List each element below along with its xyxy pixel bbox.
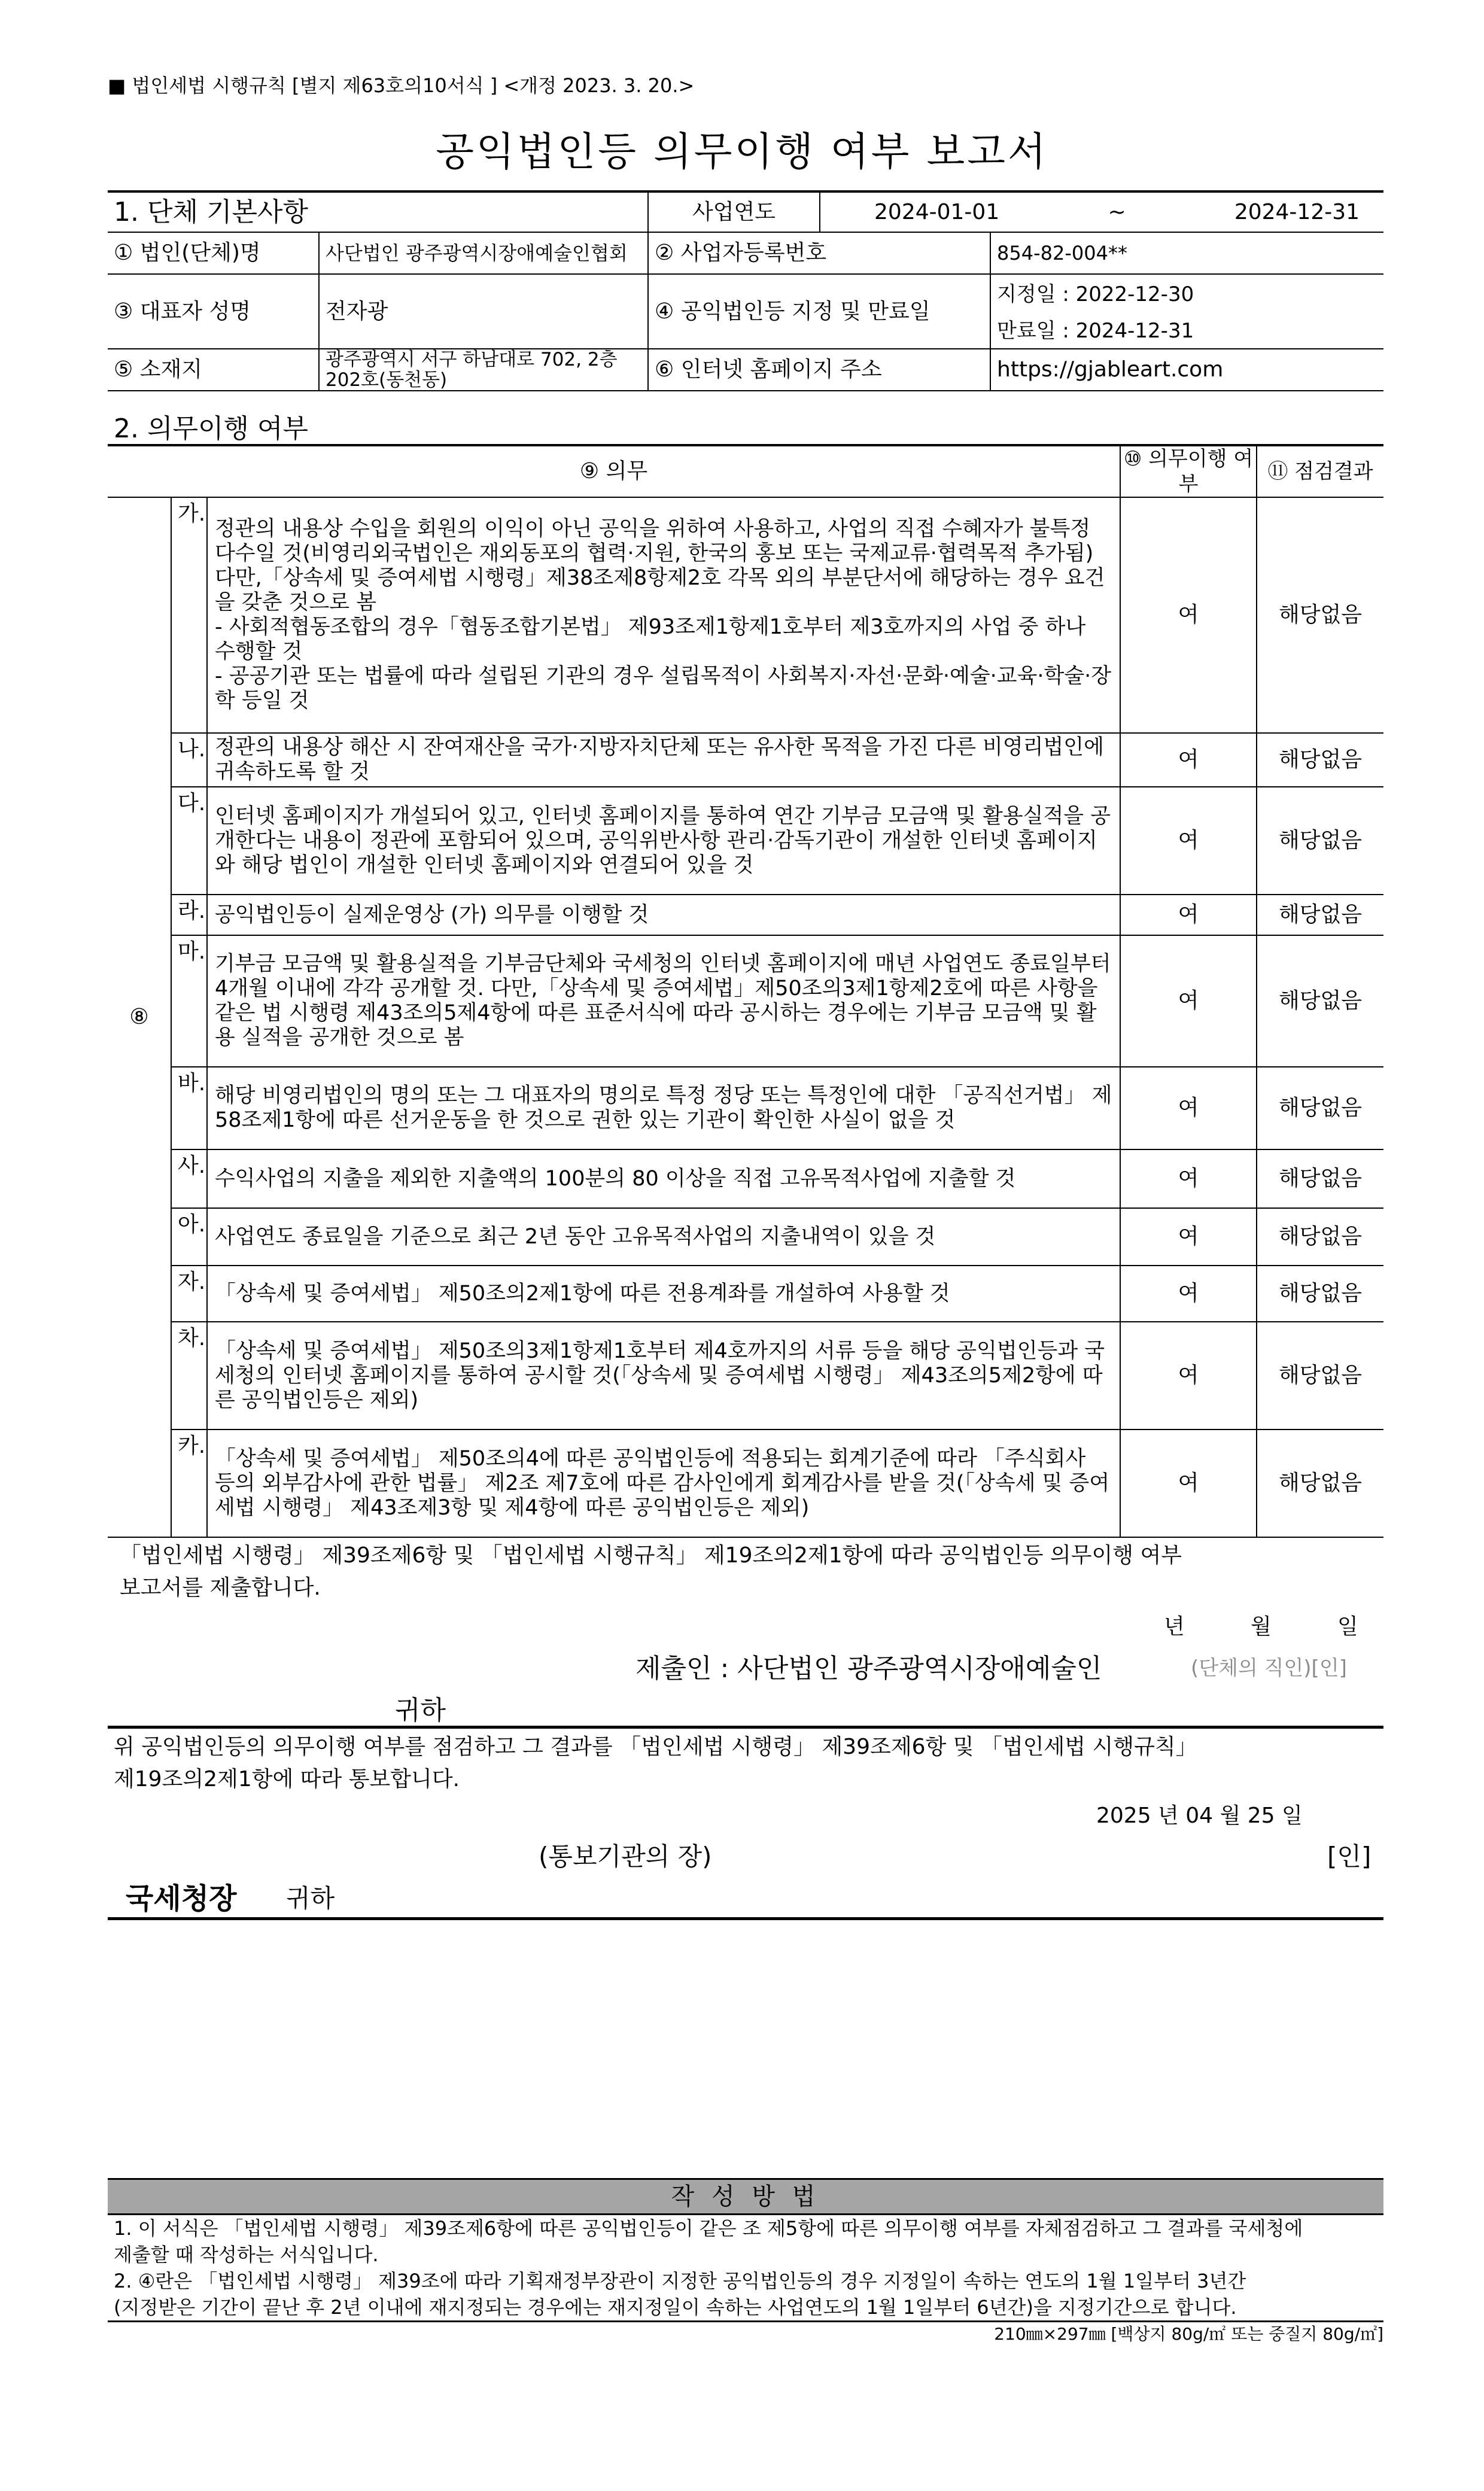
result-value: 해당없음	[1257, 1266, 1383, 1322]
notice-addressee-suffix: 귀하	[286, 1884, 335, 1913]
basic-info-table	[108, 190, 1383, 391]
result-value: 해당없음	[1257, 935, 1383, 1067]
result-value: 해당없음	[1257, 733, 1383, 787]
representative-value: 전자광	[319, 274, 648, 349]
writing-guide	[108, 2178, 1383, 2346]
homepage-label: ⑥ 인터넷 홈페이지 주소	[648, 349, 990, 391]
result-value: 해당없음	[1257, 1149, 1383, 1208]
period-label: 사업연도	[648, 191, 820, 232]
result-value: 해당없음	[1257, 497, 1383, 733]
obligation-mark: 바.	[171, 1067, 207, 1149]
address-label: ⑤ 소재지	[108, 349, 319, 391]
designation-label: ④ 공익법인등 지정 및 만료일	[648, 274, 990, 349]
period-start: 2024-01-01	[874, 199, 1000, 224]
obligation-text: 인터넷 홈페이지가 개설되어 있고, 인터넷 홈페이지를 통하여 연간 기부금 모금액 및 활용실적을 공개한다는 내용이 정관에 포함되어 있으며, 공익위반사항 관리·감독기관이 개설한 인터넷 홈페이지와 해당 법인이 개설한 인터넷 홈페이지와 연결되어 있을 것	[207, 787, 1120, 895]
guide-item: 제출할 때 작성하는 서식입니다.	[114, 2243, 379, 2266]
declaration-line-1: 「법인세법 시행령」 제39조제6항 및 「법인세법 시행규칙」 제19조의2제1항에 따라 공익법인등 의무이행 여부	[120, 1543, 1182, 1568]
compliance-value: 여	[1120, 1067, 1257, 1149]
designation-value	[990, 274, 1383, 349]
designation-date: 지정일 : 2022-12-30	[997, 282, 1194, 306]
compliance-value: 여	[1120, 1266, 1257, 1322]
obligation-text: 기부금 모금액 및 활용실적을 기부금단체와 국세청의 인터넷 홈페이지에 매년 사업연도 종료일부터 4개월 이내에 각각 공개할 것. 다만,「상속세 및 증여세법」제50조의3제1항제2호에 따른 사항을 같은 법 시행령 제43조의5제4항에 따른 표준서식에 따라 공시하는 경우에는 기부금 모금액 및 활용 실적을 공개한 것으로 봄	[207, 935, 1120, 1067]
obligation-mark: 아.	[171, 1208, 207, 1266]
guide-heading: 작 성 방 법	[108, 2178, 1383, 2215]
declaration-line-2: 보고서를 제출합니다.	[120, 1575, 321, 1600]
compliance-value: 여	[1120, 787, 1257, 895]
notice-line-1: 위 공익법인등의 의무이행 여부를 점검하고 그 결과를 「법인세법 시행령」 제39조제6항 및 「법인세법 시행규칙」	[114, 1735, 1197, 1759]
corp-name-value: 사단법인 광주광역시장애예술인협회	[319, 232, 648, 274]
result-value: 해당없음	[1257, 895, 1383, 935]
col-obligation-header: ⑨ 의무	[108, 445, 1120, 497]
notice-seal: [인]	[1327, 1842, 1372, 1871]
obligation-text: 사업연도 종료일을 기준으로 최근 2년 동안 고유목적사업의 지출내역이 있을 것	[207, 1208, 1120, 1266]
obligation-text: 해당 비영리법인의 명의 또는 그 대표자의 명의로 특정 정당 또는 특정인에 대한 「공직선거법」 제58조제1항에 따른 선거운동을 한 것으로 권한 있는 기관이 확인한 사실이 없을 것	[207, 1067, 1120, 1149]
result-value: 해당없음	[1257, 1429, 1383, 1537]
obligation-mark: 마.	[171, 935, 207, 1067]
obligation-mark: 사.	[171, 1149, 207, 1208]
submit-day: 일	[1337, 1614, 1358, 1639]
obligation-mark: 가.	[171, 497, 207, 733]
compliance-value: 여	[1120, 1322, 1257, 1429]
obligation-text: 「상속세 및 증여세법」 제50조의2제1항에 따른 전용계좌를 개설하여 사용할 것	[207, 1266, 1120, 1322]
guide-item: 2. ④란은 「법인세법 시행령」 제39조에 따라 기획재정부장관이 지정한 공익법인등의 경우 지정일이 속하는 연도의 1월 1일부터 3년간	[114, 2270, 1246, 2292]
seal-hint: (단체의 직인)[인]	[1191, 1656, 1347, 1680]
section2-heading: 2. 의무이행 여부	[114, 413, 308, 444]
document-title: 공익법인등 의무이행 여부 보고서	[436, 129, 1048, 175]
compliance-value: 여	[1120, 497, 1257, 733]
period-cell	[820, 191, 1383, 232]
obligation-text: 공익법인등이 실제운영상 (가) 의무를 이행할 것	[207, 895, 1120, 935]
submitter: 제출인 : 사단법인 광주광역시장애예술인	[635, 1653, 1102, 1684]
divider	[108, 1726, 1383, 1729]
col-result-header: ⑪ 점검결과	[1257, 445, 1383, 497]
row-group-label: ⑧	[108, 497, 171, 1537]
result-value: 해당없음	[1257, 787, 1383, 895]
bizno-value: 854-82-004**	[990, 232, 1383, 274]
col-compliance-header: ⑩ 의무이행 여부	[1120, 445, 1257, 497]
obligation-table	[108, 444, 1383, 1538]
obligation-text: 「상속세 및 증여세법」 제50조의4에 따른 공익법인등에 적용되는 회계기준에 따라 「주식회사 등의 외부감사에 관한 법률」 제2조 제7호에 따른 감사인에게 회계감사를 받을 것(「상속세 및 증여세법 시행령」 제43조제3항 및 제4항에 따른 공익법인등은 제외)	[207, 1429, 1120, 1537]
compliance-value: 여	[1120, 1208, 1257, 1266]
result-value: 해당없음	[1257, 1067, 1383, 1149]
notice-date: 2025 년 04 월 25 일	[1096, 1803, 1303, 1828]
obligation-mark: 자.	[171, 1266, 207, 1322]
result-value: 해당없음	[1257, 1322, 1383, 1429]
section1-heading: 1. 단체 기본사항	[108, 191, 648, 232]
compliance-value: 여	[1120, 895, 1257, 935]
obligation-mark: 다.	[171, 787, 207, 895]
obligation-text: 정관의 내용상 해산 시 잔여재산을 국가·지방자치단체 또는 유사한 목적을 가진 다른 비영리법인에 귀속하도록 할 것	[207, 733, 1120, 787]
recipient: 귀하	[395, 1695, 446, 1726]
notice-line-2: 제19조의2제1항에 따라 통보합니다.	[114, 1767, 460, 1792]
compliance-value: 여	[1120, 733, 1257, 787]
obligation-text: 「상속세 및 증여세법」 제50조의3제1항제1호부터 제4호까지의 서류 등을 해당 공익법인등과 국세청의 인터넷 홈페이지를 통하여 공시할 것(「상속세 및 증여세법 시행령」 제43조의5제2항에 따른 공익법인등은 제외)	[207, 1322, 1120, 1429]
expiry-date: 만료일 : 2024-12-31	[997, 318, 1194, 343]
submit-month: 월	[1251, 1614, 1272, 1639]
address-value: 광주광역시 서구 하남대로 702, 2층 202호(동천동)	[319, 349, 648, 391]
obligation-mark: 나.	[171, 733, 207, 787]
paper-spec: 210㎜×297㎜ [백상지 80g/㎡ 또는 중질지 80g/㎡]	[108, 2320, 1383, 2346]
obligation-mark: 라.	[171, 895, 207, 935]
period-end: 2024-12-31	[1234, 199, 1360, 224]
obligation-text: 수익사업의 지출을 제외한 지출액의 100분의 80 이상을 직접 고유목적사업에 지출할 것	[207, 1149, 1120, 1208]
representative-label: ③ 대표자 성명	[108, 274, 319, 349]
obligation-mark: 차.	[171, 1322, 207, 1429]
obligation-mark: 카.	[171, 1429, 207, 1537]
result-value: 해당없음	[1257, 1208, 1383, 1266]
form-reference: ■ 법인세법 시행규칙 [별지 제63호의10서식 ] <개정 2023. 3. 20.>	[108, 74, 695, 97]
obligation-text: 정관의 내용상 수입을 회원의 이익이 아닌 공익을 위하여 사용하고, 사업의 직접 수혜자가 불특정 다수일 것(비영리외국법인은 재외동포의 협력·지원, 한국의 홍보 또는 국제교류·협력목적 추가됨)다만,「상속세 및 증여세법 시행령」제38조제8항제2호 각목 외의 부분단서에 해당하는 경우 요건을 갖춘 것으로 봄 - 사회적협동조합의 경우「협동조합기본법」 제93조제1항제1호부터 제3호까지의 사업 중 하나 수행할 것 - 공공기관 또는 법률에 따라 설립된 기관의 경우 설립목적이 사회복지·자선·문화·예술·교육·학술·장학 등일 것	[207, 497, 1120, 733]
compliance-value: 여	[1120, 935, 1257, 1067]
notice-authority: (통보기관의 장)	[539, 1842, 712, 1871]
homepage-value: https://gjableart.com	[990, 349, 1383, 391]
notice-addressee: 국세청장	[126, 1882, 237, 1915]
divider	[108, 1917, 1383, 1920]
bizno-label: ② 사업자등록번호	[648, 232, 990, 274]
guide-item: (지정받은 기간이 끝난 후 2년 이내에 재지정되는 경우에는 재지정일이 속하는 사업연도의 1월 1일부터 6년간)을 지정기간으로 합니다.	[114, 2296, 1237, 2319]
compliance-value: 여	[1120, 1149, 1257, 1208]
corp-name-label: ① 법인(단체)명	[108, 232, 319, 274]
submit-year: 년	[1164, 1614, 1185, 1639]
guide-item: 1. 이 서식은 「법인세법 시행령」 제39조제6항에 따른 공익법인등이 같은 조 제5항에 따른 의무이행 여부를 자체점검하고 그 결과를 국세청에	[114, 2217, 1303, 2240]
period-tilde: ~	[1108, 199, 1126, 224]
compliance-value: 여	[1120, 1429, 1257, 1537]
